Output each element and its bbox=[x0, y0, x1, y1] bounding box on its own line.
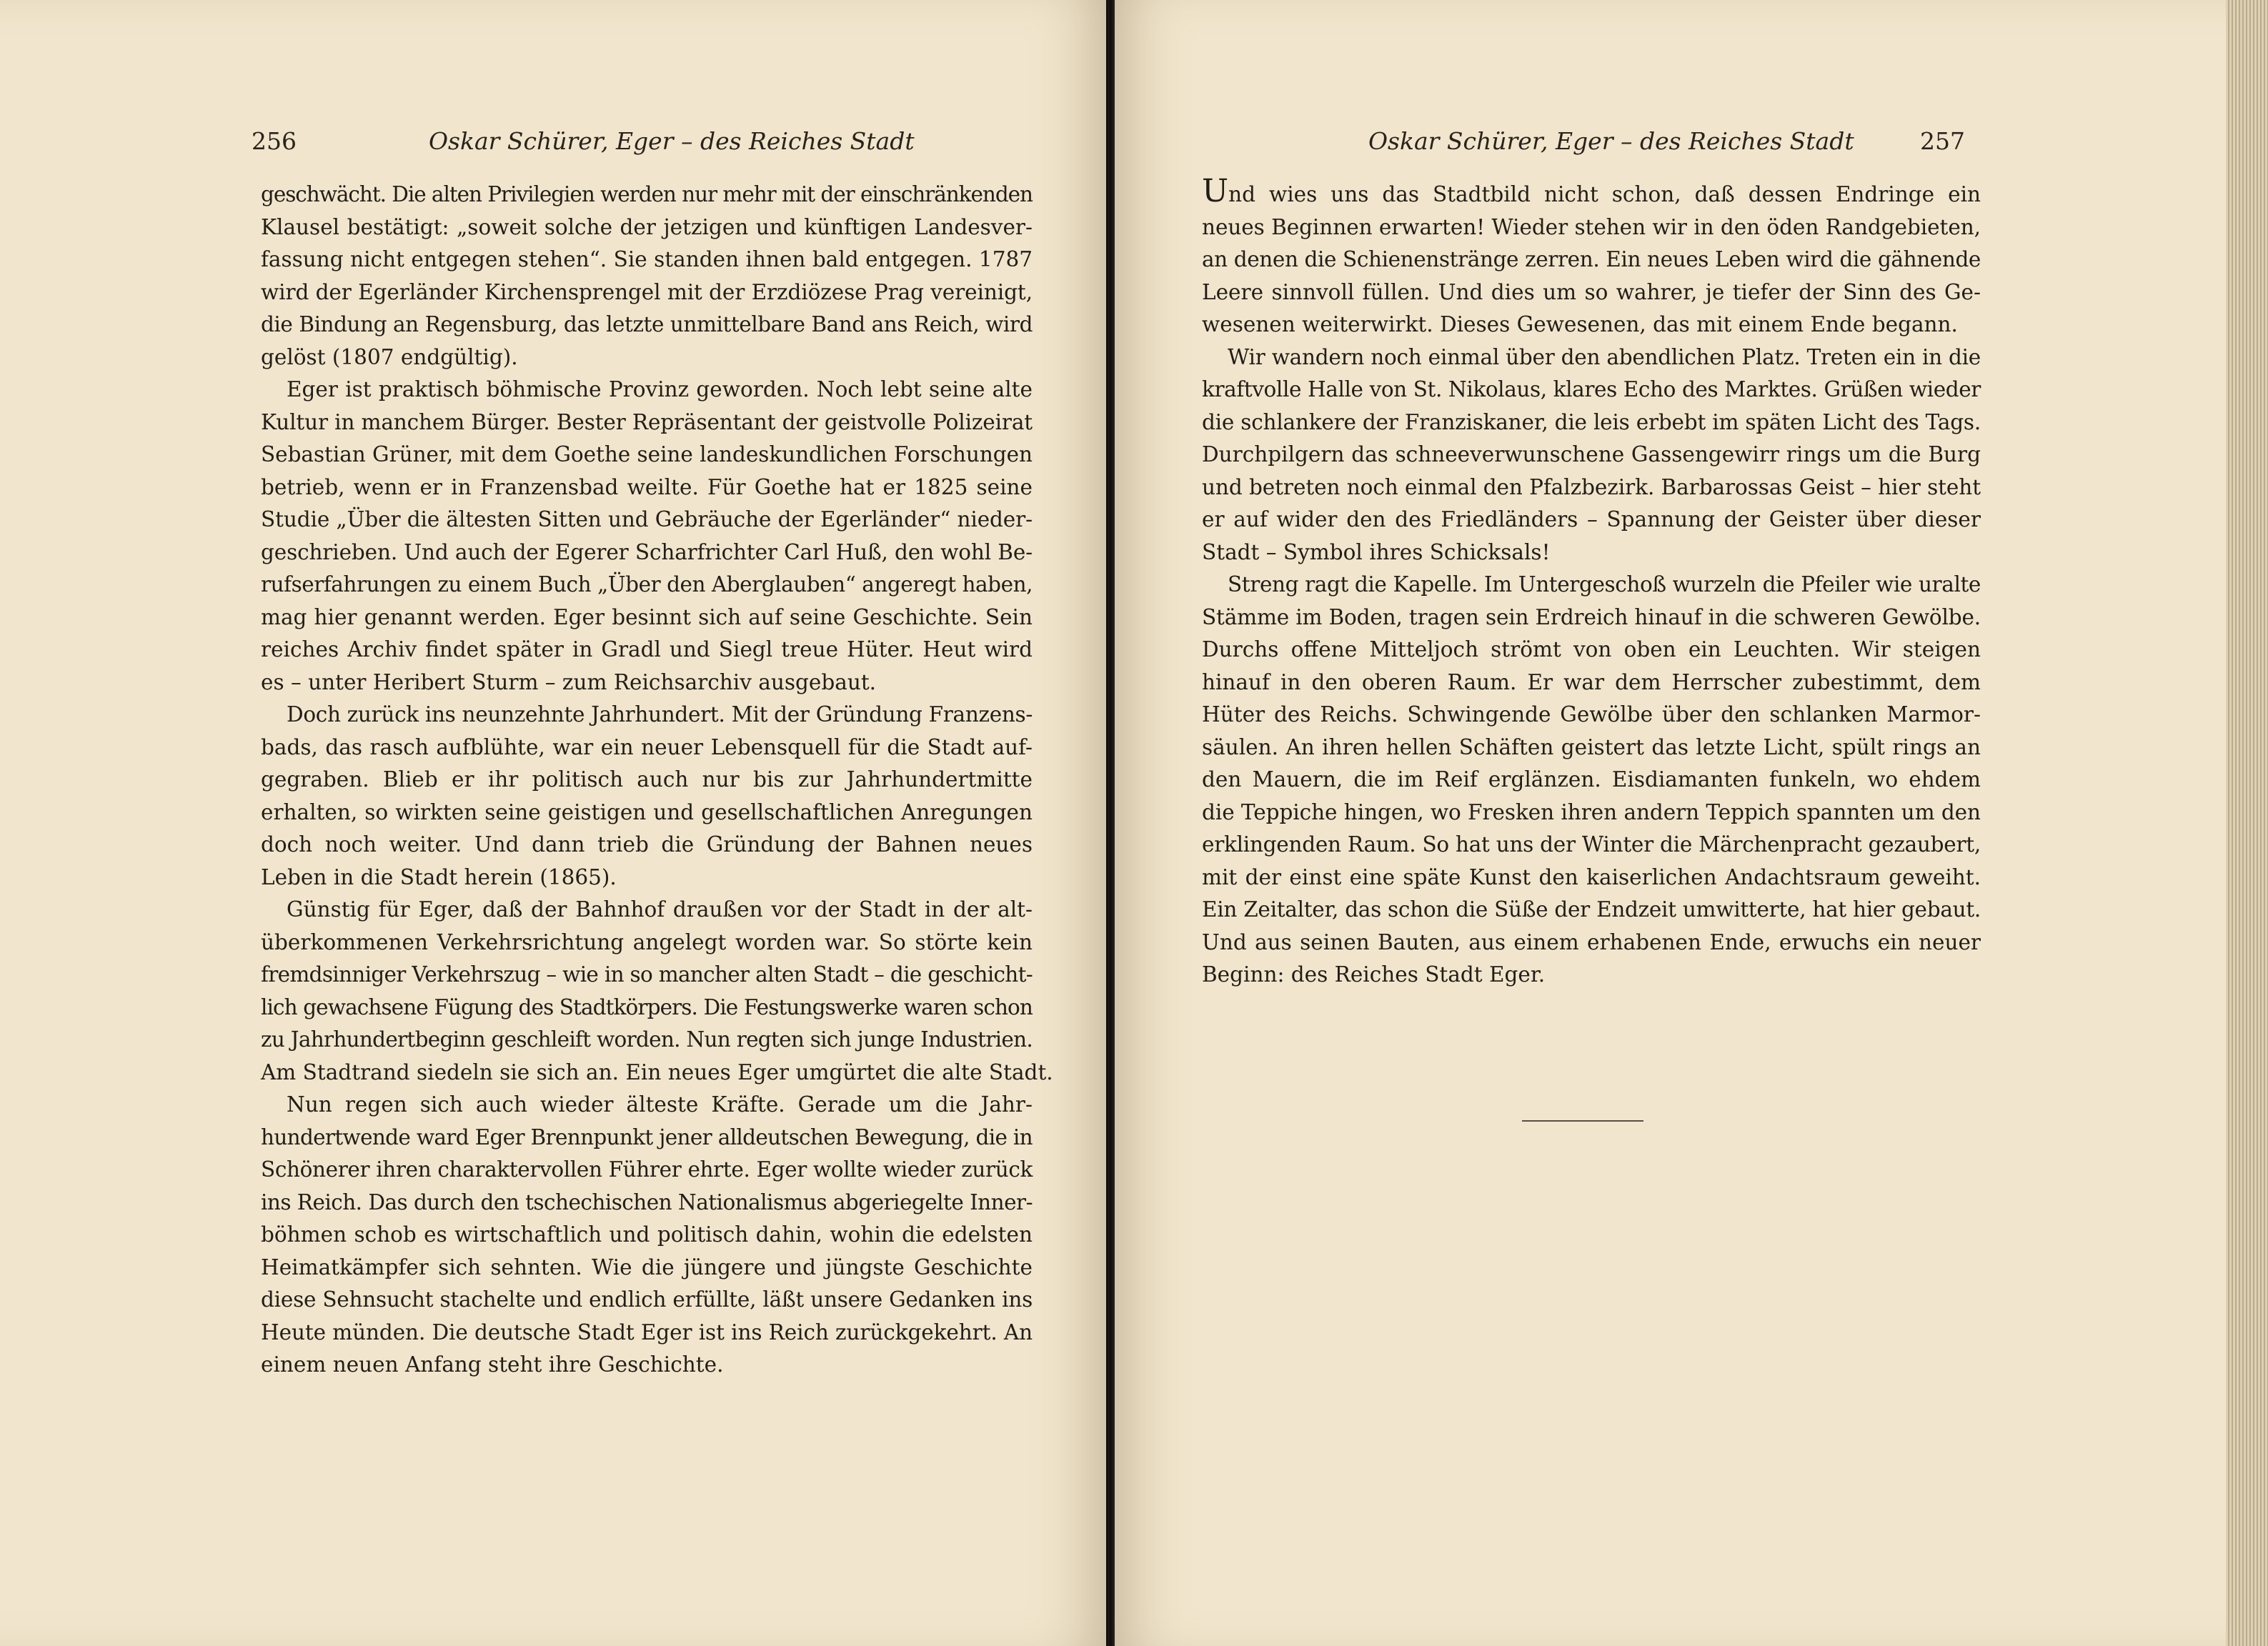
running-head: Oskar Schürer, Eger – des Reiches Stadt bbox=[429, 127, 915, 155]
left-page-body bbox=[261, 179, 1053, 1382]
text-line: betrieb, wenn er in Franzensbad weilte. Für Goethe hat er 1825 seine bbox=[261, 474, 1033, 499]
text-line: ins Reich. Das durch den tschechischen Nationalismus abgeriegelte Inner- bbox=[261, 1189, 1033, 1214]
text-line: fremdsinniger Verkehrszug – wie in so mancher alten Stadt – die geschicht- bbox=[261, 962, 1033, 987]
text-line: Durchs offene Mitteljoch strömt von oben ein Leuchten. Wir steigen bbox=[1202, 637, 1981, 662]
text-line: einem neuen Anfang steht ihre Geschichte. bbox=[261, 1352, 724, 1377]
page-number: 257 bbox=[1920, 127, 1965, 155]
text-line: mag hier genannt werden. Eger besinnt sich auf seine Geschichte. Sein bbox=[261, 604, 1033, 629]
text-line: Streng ragt die Kapelle. Im Untergeschoß wurzeln die Pfeiler wie uralte bbox=[1228, 572, 1981, 597]
text-line: geschwächt. Die alten Privilegien werden nur mehr mit der einschränkenden bbox=[261, 182, 1033, 206]
text-line: Sebastian Grüner, mit dem Goethe seine landeskundlichen Forschungen bbox=[261, 442, 1033, 467]
text-line: gelöst (1807 endgültig). bbox=[261, 344, 518, 369]
text-line: Hüter des Reichs. Schwingende Gewölbe über den schlanken Marmor- bbox=[1202, 702, 1981, 727]
text-line: hinauf in den oberen Raum. Er war dem Herrscher zubestimmt, dem bbox=[1202, 669, 1981, 694]
text-line: Heimatkämpfer sich sehnten. Wie die jüngere und jüngste Geschichte bbox=[261, 1255, 1033, 1280]
text-line: Leere sinnvoll füllen. Und dies um so wahrer, je tiefer der Sinn des Ge- bbox=[1202, 279, 1981, 304]
running-head: Oskar Schürer, Eger – des Reiches Stadt bbox=[1368, 127, 1854, 155]
text-line-rest: nd wies uns das Stadtbild nicht schon, daß dessen Endringe ein bbox=[1228, 182, 1981, 206]
text-line: erklingenden Raum. So hat uns der Winter die Märchenpracht gezaubert, bbox=[1202, 832, 1981, 857]
text-line: kraftvolle Halle von St. Nikolaus, klares Echo des Marktes. Grüßen wieder bbox=[1202, 377, 1981, 401]
right-page-header bbox=[1115, 127, 2226, 163]
text-line: Nun regen sich auch wieder älteste Kräfte. Gerade um die Jahr- bbox=[287, 1092, 1033, 1117]
text-line: Kultur in manchem Bürger. Bester Repräsentant der geistvolle Polizeirat bbox=[261, 409, 1033, 434]
text-line: doch noch weiter. Und dann trieb die Gründung der Bahnen neues bbox=[261, 832, 1033, 857]
text-line: die Teppiche hingen, wo Fresken ihren andern Teppich spannten um den bbox=[1202, 799, 1981, 824]
text-line: gegraben. Blieb er ihr politisch auch nur bis zur Jahrhundertmitte bbox=[261, 767, 1033, 792]
text-line: lich gewachsene Fügung des Stadtkörpers. Die Festungswerke waren schon bbox=[261, 994, 1033, 1019]
text-line: Heute münden. Die deutsche Stadt Eger ist ins Reich zurückgekehrt. An bbox=[261, 1320, 1033, 1345]
text-line: rufserfahrungen zu einem Buch „Über den Aberglauben“ angeregt haben, bbox=[261, 572, 1033, 597]
text-line: wird der Egerländer Kirchensprengel mit der Erzdiözese Prag vereinigt, bbox=[261, 279, 1033, 304]
text-line: Schönerer ihren charaktervollen Führer ehrte. Eger wollte wieder zurück bbox=[261, 1157, 1033, 1182]
drop-initial: U bbox=[1202, 173, 1229, 209]
left-page-header bbox=[0, 127, 1108, 163]
left-page bbox=[0, 0, 1108, 1646]
text-line: die Bindung an Regensburg, das letzte unmittelbare Band ans Reich, wird bbox=[261, 312, 1033, 336]
text-line: Durchpilgern das schneeverwunschene Gassengewirr rings um die Burg bbox=[1202, 442, 1981, 467]
text-line: Ein Zeitalter, das schon die Süße der Endzeit umwitterte, hat hier gebaut. bbox=[1202, 897, 1981, 922]
text-line: Und aus seinen Bauten, aus einem erhabenen Ende, erwuchs ein neuer bbox=[1202, 929, 1981, 954]
text-line: neues Beginnen erwarten! Wieder stehen wir in den öden Randgebieten, bbox=[1202, 214, 1981, 239]
page-edges bbox=[2226, 0, 2268, 1646]
text-line: mit der einst eine späte Kunst den kaiserlichen Andachtsraum geweiht. bbox=[1202, 864, 1981, 889]
text-line: an denen die Schienenstränge zerren. Ein neues Leben wird die gähnende bbox=[1202, 247, 1981, 271]
text-line: er auf wider den des Friedländers – Spannung der Geister über dieser bbox=[1202, 507, 1981, 532]
text-line: Am Stadtrand siedeln sie sich an. Ein neues Eger umgürtet die alte Stadt. bbox=[261, 1059, 1053, 1084]
text-line-first bbox=[1202, 173, 1981, 211]
text-line: Günstig für Eger, daß der Bahnhof draußen vor der Stadt in der alt- bbox=[287, 897, 1033, 922]
text-line: säulen. An ihren hellen Schäften geistert das letzte Licht, spült rings an bbox=[1202, 734, 1981, 759]
text-line: böhmen schob es wirtschaftlich und politisch dahin, wohin die edelsten bbox=[261, 1222, 1033, 1247]
text-line: Beginn: des Reiches Stadt Eger. bbox=[1202, 962, 1546, 987]
text-line: Stadt – Symbol ihres Schicksals! bbox=[1202, 539, 1551, 564]
text-line: Eger ist praktisch böhmische Provinz geworden. Noch lebt seine alte bbox=[287, 377, 1033, 401]
text-line: Leben in die Stadt herein (1865). bbox=[261, 864, 617, 889]
right-page-body bbox=[1202, 173, 1981, 992]
text-line: Stämme im Boden, tragen sein Erdreich hinauf in die schweren Gewölbe. bbox=[1202, 604, 1981, 629]
text-line: Doch zurück ins neunzehnte Jahrhundert. Mit der Gründung Franzens- bbox=[287, 702, 1033, 727]
text-line: geschrieben. Und auch der Egerer Scharfrichter Carl Huß, den wohl Be- bbox=[261, 539, 1033, 564]
text-line: diese Sehnsucht stachelte und endlich erfüllte, läßt unsere Gedanken ins bbox=[261, 1287, 1033, 1312]
text-line: erhalten, so wirkten seine geistigen und gesellschaftlichen Anregungen bbox=[261, 799, 1033, 824]
text-line: und betreten noch einmal den Pfalzbezirk. Barbarossas Geist – hier steht bbox=[1202, 474, 1981, 499]
text-line: reiches Archiv findet später in Gradl und Siegl treue Hüter. Heut wird bbox=[261, 637, 1033, 662]
text-line: bads, das rasch aufblühte, war ein neuer Lebensquell für die Stadt auf- bbox=[261, 734, 1033, 759]
text-line: die schlankere der Franziskaner, die leis erbebt im späten Licht des Tags. bbox=[1202, 409, 1981, 434]
end-rule bbox=[1522, 1120, 1643, 1122]
text-line: hundertwende ward Eger Brennpunkt jener alldeutschen Bewegung, die in bbox=[261, 1124, 1033, 1149]
text-line: den Mauern, die im Reif erglänzen. Eisdiamanten funkeln, wo ehdem bbox=[1202, 767, 1981, 792]
right-page bbox=[1115, 0, 2226, 1646]
text-line: wesenen weiterwirkt. Dieses Gewesenen, das mit einem Ende begann. bbox=[1202, 312, 1958, 336]
text-line: fassung nicht entgegen stehen“. Sie standen ihnen bald entgegen. 1787 bbox=[261, 247, 1033, 271]
text-line: Studie „Über die ältesten Sitten und Gebräuche der Egerländer“ nieder- bbox=[261, 507, 1033, 532]
text-line: Wir wandern noch einmal über den abendlichen Platz. Treten ein in die bbox=[1228, 344, 1981, 369]
text-line: überkommenen Verkehrsrichtung angelegt worden war. So störte kein bbox=[261, 929, 1033, 954]
text-line: zu Jahrhundertbeginn geschleift worden. Nun regten sich junge Industrien. bbox=[261, 1027, 1033, 1052]
text-line: Klausel bestätigt: „soweit solche der jetzigen und künftigen Landesver- bbox=[261, 214, 1033, 239]
text-line: es – unter Heribert Sturm – zum Reichsarchiv ausgebaut. bbox=[261, 669, 877, 694]
page-number: 256 bbox=[252, 127, 297, 155]
